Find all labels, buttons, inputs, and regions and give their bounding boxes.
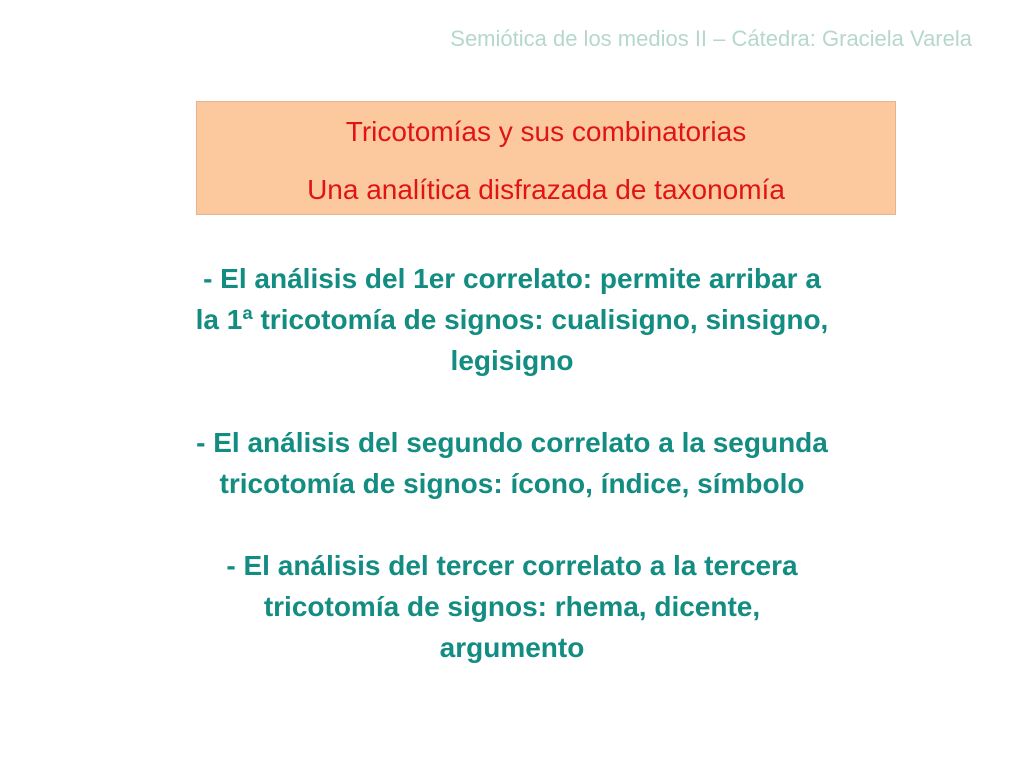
point-first-correlate: - El análisis del 1er correlato: permite arribar a la 1ª tricotomía de signos: cualisigno, sinsigno, legisigno <box>195 263 829 376</box>
content-body <box>190 258 834 668</box>
slide-subtitle: Una analítica disfrazada de taxonomía <box>307 174 785 205</box>
point-third-correlate: - El análisis del tercer correlato a la tercera tricotomía de signos: rhema, dicente, argumento <box>226 550 798 663</box>
title-box <box>196 101 896 215</box>
point-second-correlate: - El análisis del segundo correlato a la segunda tricotomía de signos: ícono, índice, símbolo <box>196 427 828 499</box>
slide-title: Tricotomías y sus combinatorias <box>345 116 747 147</box>
slide-header: Semiótica de los medios II – Cátedra: Graciela Varela <box>450 26 972 51</box>
